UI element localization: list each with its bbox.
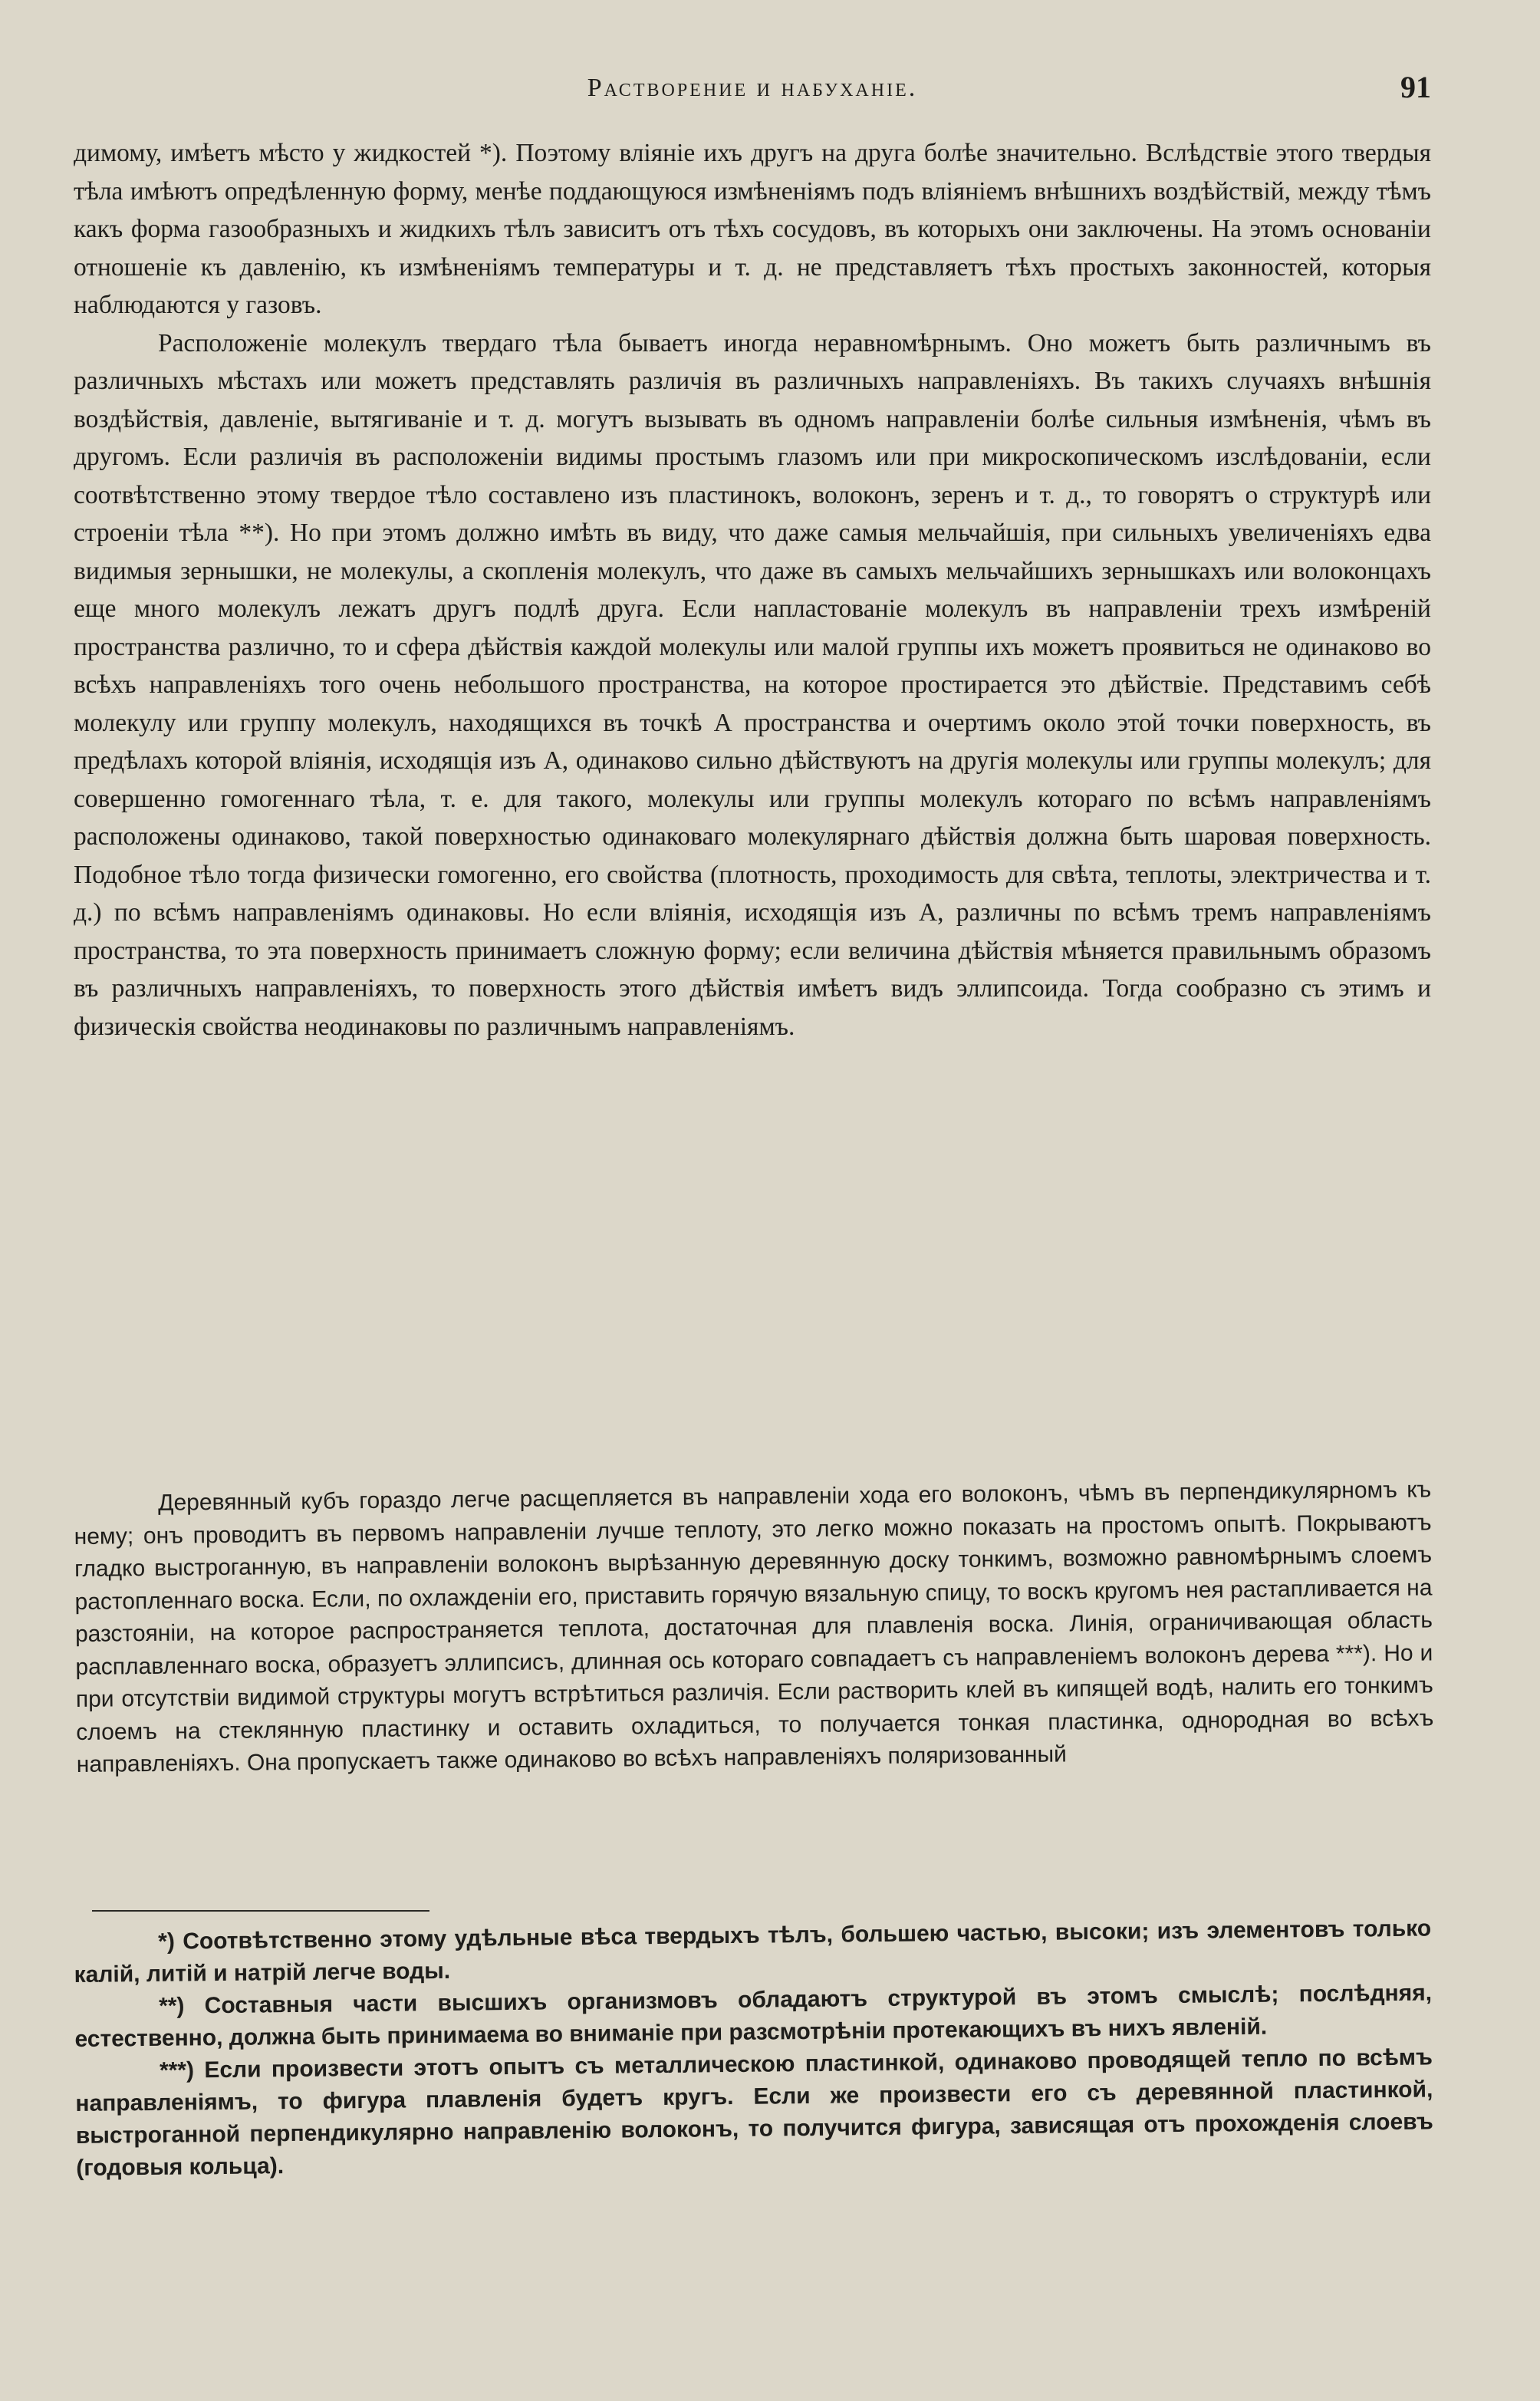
page-number: 91 (1400, 70, 1431, 104)
page-header (74, 70, 1431, 120)
main-text (74, 134, 1431, 1046)
paragraph-structure: Расположеніе молекулъ твердаго тѣла бываетъ иногда неравномѣрнымъ. Оно можетъ быть различнымъ въ различныхъ мѣстахъ или можетъ представлять различія въ различныхъ направленіяхъ. Въ такихъ случаяхъ внѣшнія воздѣйствія, давленіе, вытягиваніе и т. д. могутъ вызывать въ одномъ направленіи болѣе сильныя измѣненія, чѣмъ въ другомъ. Если различія въ расположеніи видимы простымъ глазомъ или при микроскопическомъ изслѣдованіи, если соотвѣтственно этому твердое тѣло составлено изъ пластинокъ, волоконъ, зеренъ и т. д., то говорятъ о структурѣ или строеніи тѣла **). Но при этомъ должно имѣть въ виду, что даже самыя мельчайшія, при сильныхъ увеличеніяхъ едва видимыя зернышки, не молекулы, а скопленія молекулъ, что даже въ самыхъ мельчайшихъ зернышкахъ или волоконцахъ еще много молекулъ лежатъ другъ подлѣ друга. Если напластованіе молекулъ въ направленіи трехъ измѣреній пространства различно, то и сфера дѣйствія каждой молекулы или малой группы ихъ можетъ проявиться не одинаково во всѣхъ направленіяхъ того очень небольшого пространства, на которое простирается это дѣйствіе. Представимъ себѣ молекулу или группу молекулъ, находящихся въ точкѣ А пространства и очертимъ около этой точки поверхность, въ предѣлахъ которой вліянія, исходящія изъ А, одинаково сильно дѣйствуютъ на другія молекулы или группы молекулъ; для совершенно гомогеннаго тѣла, т. е. для такого, молекулы или группы молекулъ котораго по всѣмъ направленіямъ расположены одинаково, такой поверхностью одинаковаго молекулярнаго дѣйствія должна быть шаровая поверхность. Подобное тѣло тогда физически гомогенно, его свойства (плотность, проходимость для свѣта, теплоты, электричества и т. д.) по всѣмъ направленіямъ одинаковы. Но если вліянія, исходящія изъ А, различны по всѣмъ тремъ направленіямъ пространства, то эта поверхность принимаетъ сложную форму; если величина дѣйствія мѣняется правильнымъ образомъ въ различныхъ направленіяхъ, то поверхность этого дѣйствія имѣетъ видъ эллипсоида. Тогда сообразно съ этимъ и физическія свойства неодинаковы по различнымъ направленіямъ. (74, 328, 1431, 1041)
footnotes (74, 1912, 1433, 2185)
paragraph-wood-cube: Деревянный кубъ гораздо легче расщепляется въ направленіи хода его волоконъ, чѣмъ въ перпендикулярномъ къ нему; онъ проводитъ въ первомъ направленіи лучше теплоту, это легко можно показать на простомъ опытѣ. Покрываютъ гладко выстроганную, въ направленіи волоконъ вырѣзанную деревянную доску тонкимъ, возможно равномѣрнымъ слоемъ растопленнаго воска. Если, по охлажденіи его, приставить горячую вязальную спицу, то воскъ кругомъ нея растапливается на разстояніи, на которое распространяется теплота, достаточная для плавленія воска. Линія, ограничивающая область расплавленнаго воска, образуетъ эллипсисъ, длинная ось котораго совпадаетъ съ направленіемъ волоконъ дерева ***). Но и при отсутствіи видимой структуры могутъ встрѣтиться различія. Если растворить клей въ кипящей водѣ, налить его тонкимъ слоемъ на стеклянную пластинку и оставить охладиться, то получается тонкая пластинка, однородная во всѣхъ направленіяхъ. Она пропускаетъ также одинаково во всѣхъ направленіяхъ поляризованный (74, 1477, 1434, 1777)
paragraph-continuation: димому, имѣетъ мѣсто у жидкостей *). Поэтому вліяніе ихъ другъ на друга болѣе значительно. Вслѣдствіе этого твердыя тѣла имѣютъ опредѣленную форму, менѣе поддающуюся измѣненіямъ подъ вліяніемъ внѣшнихъ воздѣйствій, между тѣмъ какъ форма газообразныхъ и жидкихъ тѣлъ зависитъ отъ тѣхъ сосудовъ, въ которыхъ они заключены. На этомъ основаніи отношеніе къ давленію, къ измѣненіямъ температуры и т. д. не представляетъ тѣхъ простыхъ законностей, которыя наблюдаются у газовъ. (74, 139, 1431, 319)
running-title: Растворение и набуханіе. (587, 74, 918, 102)
footnote-2: **) Составныя части высшихъ организмовъ обладаютъ структурой въ этомъ смыслѣ; послѣдняя, естественно, должна быть принимаема во вниманіе при разсмотрѣніи протекающихъ въ нихъ явленій. (74, 1980, 1433, 2052)
footnote-divider (92, 1910, 429, 1912)
small-print-paragraph (74, 1474, 1434, 1781)
footnote-3: ***) Если произвести этотъ опытъ съ металлическою пластинкой, одинаково проводящей тепло по всѣмъ направленіямъ, то фигура плавленія будетъ кругъ. Если же произвести его съ деревянной пластинкой, выстроганной перпендикулярно направленію волоконъ, то получится фигура, зависящая отъ прохожденія слоевъ (годовыя кольца). (75, 2044, 1433, 2181)
footnote-1: *) Соотвѣтственно этому удѣльные вѣса твердыхъ тѣлъ, большею частью, высоки; изъ элементовъ только калій, литій и натрій легче воды. (74, 1915, 1432, 1988)
